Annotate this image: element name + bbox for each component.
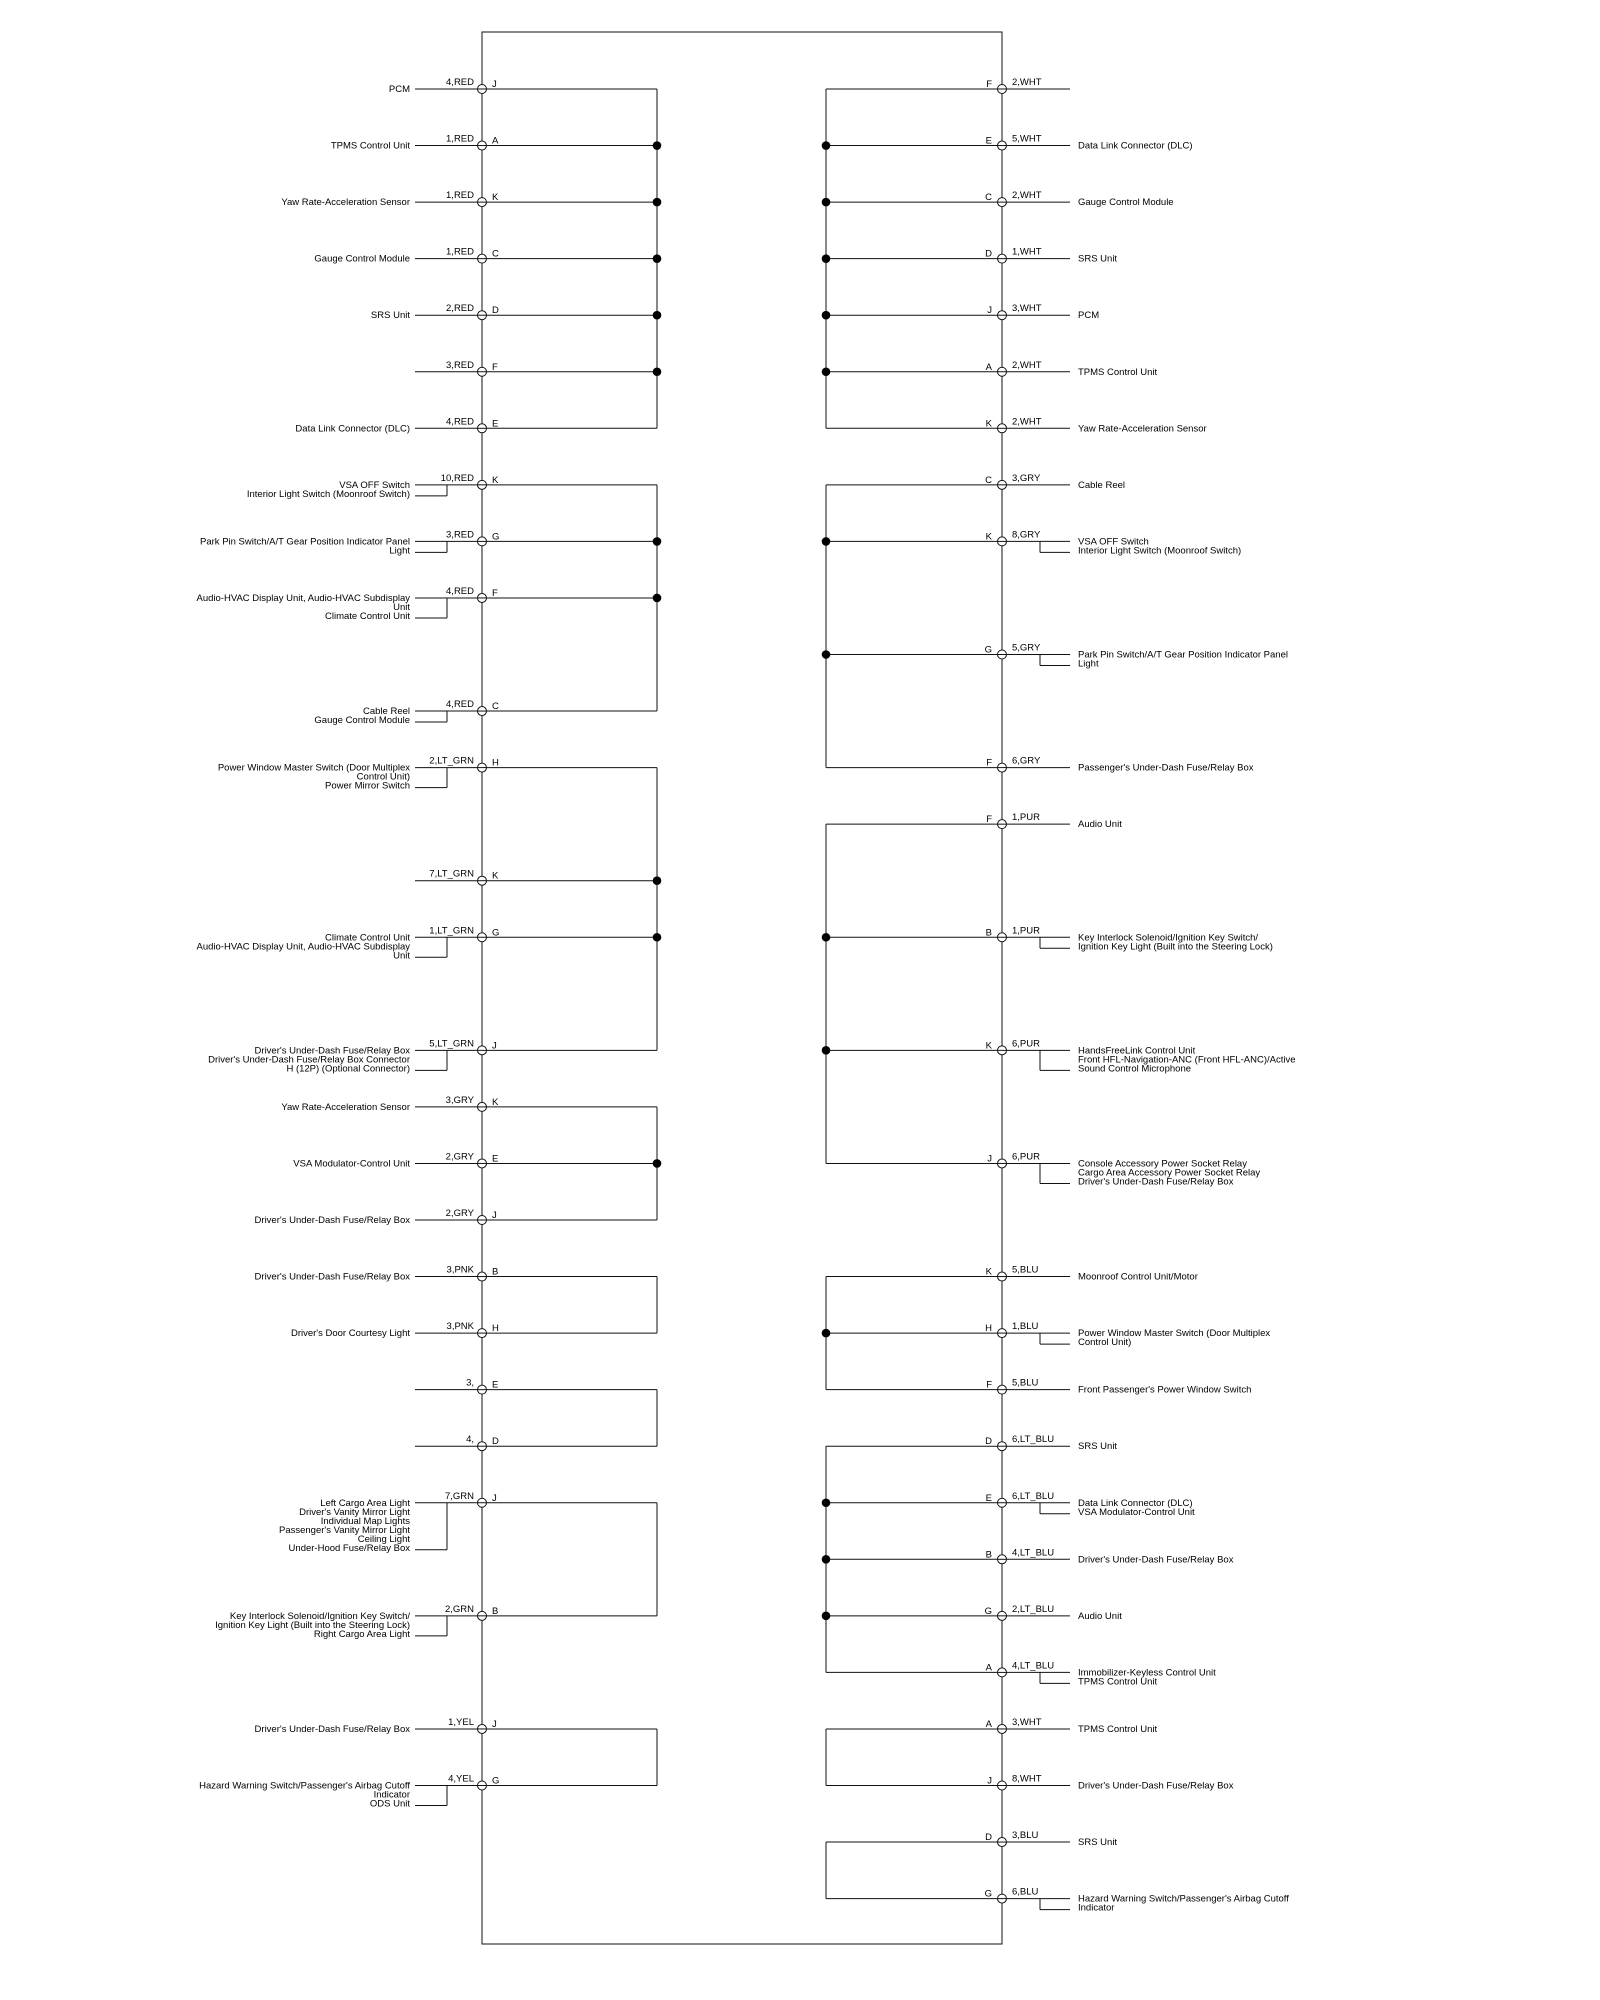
wire-color-label: 10,RED <box>440 472 474 484</box>
component-label: Under-Hood Fuse/Relay Box <box>288 1542 410 1554</box>
component-label: Control Unit) <box>1078 1337 1132 1349</box>
wire-color-label: 2,GRY <box>445 1208 474 1219</box>
wire-color-label: 3,RED <box>446 529 474 541</box>
wire-color-label: 1,RED <box>446 133 474 145</box>
component-label: Driver's Under-Dash Fuse/Relay Box <box>254 1723 410 1735</box>
pin-letter: F <box>986 79 992 90</box>
wire-color-label: 7,LT_GRN <box>429 868 474 880</box>
wire-color-label: 1,RED <box>446 190 474 202</box>
pin-letter: A <box>985 1718 992 1730</box>
component-label: Moonroof Control Unit/Motor <box>1078 1271 1198 1283</box>
pin-letter: K <box>492 192 499 204</box>
component-label: Right Cargo Area Light <box>313 1628 410 1640</box>
pin-letter: B <box>985 927 992 939</box>
component-label: PCM <box>1078 310 1100 322</box>
component-label: Indicator <box>373 1789 410 1801</box>
pin-letter: A <box>985 361 992 373</box>
component-label: Key Interlock Solenoid/Ignition Key Switch/ <box>1078 932 1259 944</box>
component-label: TPMS Control Unit <box>330 140 410 152</box>
component-label: Interior Light Switch (Moonroof Switch) <box>246 488 410 500</box>
pin-letter: J <box>987 305 992 317</box>
component-label: Data Link Connector (DLC) <box>1078 140 1193 152</box>
pin-letter: K <box>492 1096 499 1108</box>
pin-letter: K <box>492 870 499 882</box>
pin-letter: J <box>987 1775 992 1787</box>
wire-color-label: 5,LT_GRN <box>429 1038 474 1050</box>
component-label: Driver's Under-Dash Fuse/Relay Box <box>1078 1554 1234 1566</box>
pin-letter: J <box>492 1718 497 1730</box>
pin-letter: H <box>985 1323 992 1335</box>
wire-color-label: 4,RED <box>446 416 474 428</box>
component-label: VSA Modulator-Control Unit <box>293 1158 410 1170</box>
junction-dot <box>653 254 662 263</box>
component-label: Hazard Warning Switch/Passenger's Airbag Cutoff <box>199 1780 410 1792</box>
wire-color-label: 6,PUR <box>1012 1151 1040 1163</box>
component-label: Individual Map Lights <box>320 1515 410 1527</box>
pin-letter: H <box>492 757 499 769</box>
wire-color-label: 2,WHT <box>1012 416 1042 428</box>
wire-color-label: 7,GRN <box>444 1490 474 1502</box>
wire-color-label: 2,RED <box>446 303 474 315</box>
component-label: Gauge Control Module <box>1078 197 1174 209</box>
component-label: Control Unit) <box>356 771 410 783</box>
junction-dot <box>822 1046 831 1055</box>
pin-letter: E <box>985 135 992 147</box>
component-label: TPMS Control Unit <box>1078 1676 1158 1688</box>
junction-dot <box>822 933 831 942</box>
component-label: Audio-HVAC Display Unit, Audio-HVAC Subdisplay <box>196 592 410 604</box>
wire-color-label: 1,LT_GRN <box>429 925 474 937</box>
component-label: Driver's Under-Dash Fuse/Relay Box <box>254 1271 410 1283</box>
component-label: H (12P) (Optional Connector) <box>286 1063 410 1075</box>
junction-dot <box>822 367 831 376</box>
wire-color-label: 3,WHT <box>1012 303 1042 315</box>
junction-dot <box>653 141 662 150</box>
pin-letter: H <box>492 1323 499 1335</box>
component-label: TPMS Control Unit <box>1078 366 1158 378</box>
pin-letter: K <box>985 1266 992 1278</box>
wire-color-label: 6,PUR <box>1012 1038 1040 1050</box>
component-label: Interior Light Switch (Moonroof Switch) <box>1078 545 1242 557</box>
wire-color-label: 3,RED <box>446 359 474 371</box>
wire-color-label: 4,RED <box>446 77 474 88</box>
component-label: Gauge Control Module <box>314 253 410 265</box>
wire-color-label: 1,BLU <box>1012 1321 1039 1333</box>
pin-letter: B <box>492 1266 499 1278</box>
junction-dot <box>653 1159 662 1168</box>
component-label: Left Cargo Area Light <box>320 1497 410 1509</box>
component-label: Sound Control Microphone <box>1078 1063 1192 1075</box>
pin-letter: D <box>492 305 499 317</box>
wire-color-label: 4,LT_BLU <box>1012 1547 1055 1559</box>
component-label: Indicator <box>1078 1902 1115 1914</box>
component-label: Ignition Key Light (Built into the Steering Lock) <box>1078 941 1273 953</box>
component-label: Park Pin Switch/A/T Gear Position Indicator Panel <box>200 536 410 548</box>
pin-letter: E <box>492 418 499 430</box>
component-label: SRS Unit <box>1078 253 1118 265</box>
component-label: Unit <box>393 950 410 962</box>
junction-dot <box>822 254 831 263</box>
wire-color-label: 2,WHT <box>1012 190 1042 202</box>
component-label: Driver's Vanity Mirror Light <box>299 1506 410 1518</box>
pin-letter: D <box>985 1436 992 1448</box>
component-label: Ceiling Light <box>357 1533 410 1545</box>
component-label: Park Pin Switch/A/T Gear Position Indicator Panel <box>1078 649 1288 661</box>
pin-letter: C <box>492 701 499 713</box>
wire-color-label: 1,YEL <box>448 1716 474 1728</box>
pin-letter: D <box>492 1436 499 1448</box>
pin-letter: A <box>492 135 499 147</box>
pin-letter: E <box>985 1492 992 1504</box>
component-label: Audio-HVAC Display Unit, Audio-HVAC Subdisplay <box>196 941 410 953</box>
pin-letter: G <box>492 531 500 543</box>
junction-dot <box>653 876 662 885</box>
component-label: SRS Unit <box>370 310 410 322</box>
pin-letter: K <box>985 531 992 543</box>
component-label: Power Window Master Switch (Door Multiplex <box>217 762 410 774</box>
pin-letter: F <box>986 757 992 769</box>
wire-color-label: 5,WHT <box>1012 133 1042 145</box>
wire-color-label: 3,GRY <box>445 1094 474 1106</box>
wire-color-label: 5,GRY <box>1012 642 1041 654</box>
component-label: ODS Unit <box>369 1798 410 1810</box>
wire-color-label: 2,GRN <box>444 1603 474 1615</box>
wire-color-label: 4,RED <box>446 585 474 597</box>
component-label: Unit <box>393 601 410 613</box>
pin-letter: E <box>492 1153 499 1165</box>
pin-letter: A <box>985 1662 992 1674</box>
pin-letter: F <box>986 1379 992 1391</box>
pin-letter: B <box>985 1549 992 1561</box>
wire-color-label: 3,BLU <box>1012 1830 1039 1842</box>
wire-color-label: 6,BLU <box>1012 1886 1039 1898</box>
pin-letter: J <box>492 1492 497 1504</box>
pin-letter: K <box>985 1040 992 1052</box>
wire-color-label: 4,LT_BLU <box>1012 1660 1055 1672</box>
component-label: Immobilizer-Keyless Control Unit <box>1078 1667 1216 1679</box>
pin-letter: F <box>492 361 498 373</box>
component-label: Driver's Door Courtesy Light <box>290 1328 410 1340</box>
junction-dot <box>822 1555 831 1564</box>
junction-dot <box>653 367 662 376</box>
wire-color-label: 5,BLU <box>1012 1264 1039 1276</box>
wire-color-label: 3,GRY <box>1012 472 1041 484</box>
junction-dot <box>822 537 831 546</box>
wire-color-label: 5,BLU <box>1012 1377 1039 1389</box>
connector-box <box>482 32 1002 1944</box>
wire-color-label: 4,RED <box>446 699 474 711</box>
junction-dot <box>822 1612 831 1621</box>
component-label: Power Window Master Switch (Door Multiplex <box>1078 1328 1271 1340</box>
pin-letter: G <box>492 1775 500 1787</box>
component-label: SRS Unit <box>1078 1837 1118 1849</box>
pin-letter: J <box>987 1153 992 1165</box>
wire-color-label: 3,PNK <box>446 1321 474 1333</box>
pin-letter: F <box>986 814 992 826</box>
component-label: HandsFreeLink Control Unit <box>1078 1045 1196 1057</box>
component-label: Audio Unit <box>1078 819 1122 831</box>
component-label: Front HFL-Navigation-ANC (Front HFL-ANC)/Active <box>1078 1054 1296 1066</box>
component-label: Key Interlock Solenoid/Ignition Key Switch/ <box>229 1610 410 1622</box>
pin-letter: K <box>492 474 499 486</box>
wire-color-label: 3,WHT <box>1012 1716 1042 1728</box>
pin-letter: J <box>492 79 497 90</box>
wire-color-label: 1,RED <box>446 246 474 258</box>
pin-letter: B <box>492 1605 499 1617</box>
pin-letter: C <box>985 474 992 486</box>
component-label: Gauge Control Module <box>314 715 410 727</box>
component-label: Passenger's Vanity Mirror Light <box>279 1524 410 1536</box>
component-label: SRS Unit <box>1078 1441 1118 1453</box>
component-label: Cable Reel <box>363 706 410 718</box>
junction-dot <box>822 1329 831 1338</box>
pin-letter: C <box>492 248 499 260</box>
wire-color-label: 8,WHT <box>1012 1773 1042 1785</box>
junction-dot <box>822 1498 831 1507</box>
component-label: Console Accessory Power Socket Relay <box>1078 1158 1247 1170</box>
component-label: Driver's Under-Dash Fuse/Relay Box Connector <box>208 1054 410 1066</box>
component-label: Data Link Connector (DLC) <box>295 423 410 435</box>
component-label: Cargo Area Accessory Power Socket Relay <box>1078 1167 1261 1179</box>
component-label: VSA Modulator-Control Unit <box>1078 1506 1195 1518</box>
component-label: Data Link Connector (DLC) <box>1078 1497 1193 1509</box>
component-label: Driver's Under-Dash Fuse/Relay Box <box>1078 1176 1234 1188</box>
wire-color-label: 1,WHT <box>1012 246 1042 258</box>
pin-letter: D <box>985 248 992 260</box>
component-label: Driver's Under-Dash Fuse/Relay Box <box>254 1215 410 1226</box>
wire-color-label: 6,LT_BLU <box>1012 1434 1055 1446</box>
pin-letter: G <box>984 644 992 656</box>
pin-letter: C <box>985 192 992 204</box>
wire-color-label: 3, <box>466 1377 474 1389</box>
wire-color-label: 4, <box>466 1434 474 1446</box>
component-label: VSA OFF Switch <box>339 479 410 491</box>
component-label: Yaw Rate-Acceleration Sensor <box>281 197 410 209</box>
pin-letter: G <box>984 1605 992 1617</box>
pin-letter: G <box>984 1888 992 1900</box>
wire-color-label: 3,PNK <box>446 1264 474 1276</box>
junction-dot <box>653 933 662 942</box>
pin-letter: E <box>492 1379 499 1391</box>
wire-color-label: 2,LT_BLU <box>1012 1603 1055 1615</box>
pin-letter: G <box>492 927 500 939</box>
component-label: VSA OFF Switch <box>1078 536 1149 548</box>
component-label: Yaw Rate-Acceleration Sensor <box>1078 423 1207 435</box>
component-label: Ignition Key Light (Built into the Steering Lock) <box>215 1619 410 1631</box>
pin-letter: J <box>492 1040 497 1052</box>
component-label: Driver's Under-Dash Fuse/Relay Box <box>1078 1780 1234 1792</box>
pin-letter: K <box>985 418 992 430</box>
component-label: Cable Reel <box>1078 479 1125 491</box>
junction-dot <box>822 311 831 320</box>
pin-letter: D <box>985 1832 992 1844</box>
component-label: Front Passenger's Power Window Switch <box>1078 1384 1252 1396</box>
component-label: Light <box>389 545 410 557</box>
junction-dot <box>822 141 831 150</box>
wire-color-label: 2,WHT <box>1012 359 1042 371</box>
wire-color-label: 8,GRY <box>1012 529 1041 541</box>
component-label: Climate Control Unit <box>325 932 410 944</box>
component-label: Power Mirror Switch <box>325 780 410 792</box>
junction-dot <box>653 198 662 207</box>
wire-color-label: 2,GRY <box>445 1151 474 1163</box>
component-label: TPMS Control Unit <box>1078 1723 1158 1735</box>
wire-color-label: 6,GRY <box>1012 755 1041 767</box>
component-label: Hazard Warning Switch/Passenger's Airbag Cutoff <box>1078 1893 1289 1905</box>
component-label: Audio Unit <box>1078 1610 1122 1622</box>
pin-letter: J <box>492 1210 497 1221</box>
pin-letter: F <box>492 587 498 599</box>
wire-color-label: 1,PUR <box>1012 925 1040 937</box>
wire-color-label: 6,LT_BLU <box>1012 1490 1055 1502</box>
wire-color-label: 2,WHT <box>1012 77 1042 88</box>
junction-dot <box>653 537 662 546</box>
wire-color-label: 1,PUR <box>1012 812 1040 824</box>
junction-dot <box>653 594 662 603</box>
component-label: Climate Control Unit <box>325 610 410 622</box>
junction-dot <box>822 198 831 207</box>
component-label: Light <box>1078 658 1099 670</box>
junction-dot <box>822 650 831 659</box>
component-label: PCM <box>388 84 410 95</box>
component-label: Yaw Rate-Acceleration Sensor <box>281 1101 410 1113</box>
wire-color-label: 4,YEL <box>448 1773 474 1785</box>
component-label: Passenger's Under-Dash Fuse/Relay Box <box>1078 762 1254 774</box>
component-label: Driver's Under-Dash Fuse/Relay Box <box>254 1045 410 1057</box>
junction-dot <box>653 311 662 320</box>
wire-color-label: 2,LT_GRN <box>429 755 474 767</box>
